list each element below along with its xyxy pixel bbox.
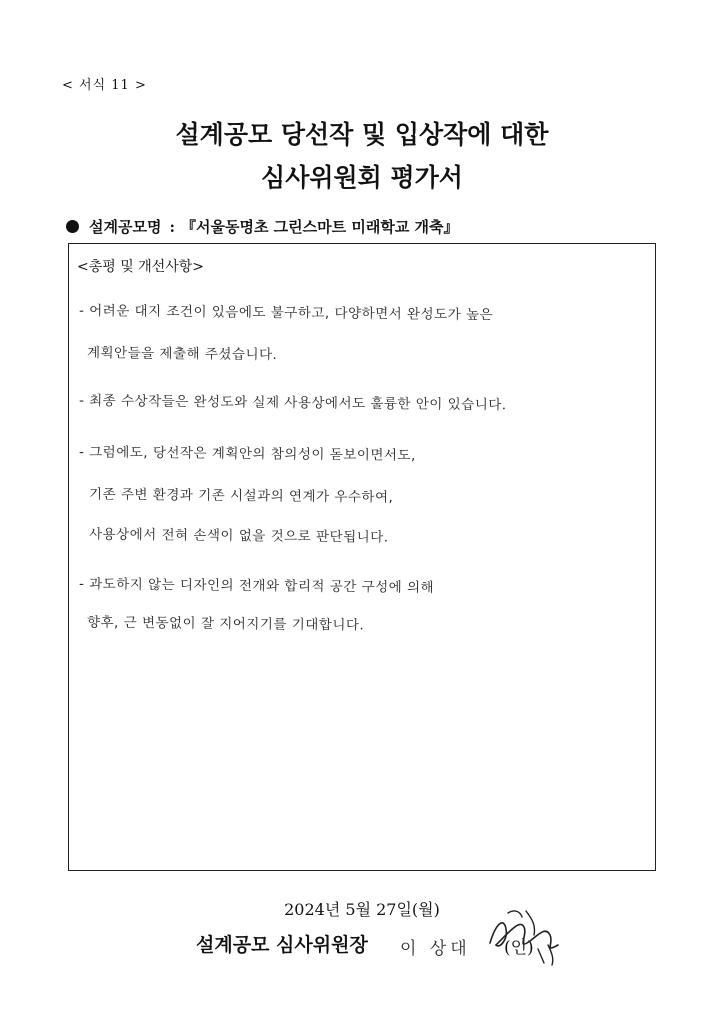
competition-separator: : (169, 217, 175, 236)
competition-name: 『서울동명초 그린스마트 미래학교 개축』 (181, 218, 459, 236)
document-title-line-1: 설계공모 당선작 및 입상작에 대한 (175, 120, 549, 149)
handwritten-line: 계획안들을 제출해 주셨습니다. (86, 345, 278, 363)
chair-title: 설계공모 심사위원장 (196, 934, 368, 956)
signer-name: 이 상대 (400, 939, 471, 959)
handwritten-signature-icon (470, 905, 570, 967)
seal-mark: (인) (504, 938, 534, 958)
competition-label: 설계공모명 (89, 218, 162, 236)
review-box (68, 243, 656, 871)
handwritten-line: 향후, 근 변동없이 잘 지어지기를 기대합니다. (86, 614, 365, 634)
handwritten-line: - 과도하지 않는 디자인의 전개와 합리적 공간 구성에 의해 (78, 576, 435, 596)
review-heading: <총평 및 개선사항> (77, 259, 205, 275)
handwritten-line: - 어려운 대지 조건이 있음에도 불구하고, 다양하면서 완성도가 높은 (78, 302, 494, 324)
handwritten-line: - 최종 수상작들은 완성도와 실제 사용상에서도 훌륭한 안이 있습니다. (78, 392, 507, 414)
form-number: < 서식 11 > (62, 78, 147, 93)
document-date: 2024년 5월 27일(월) (284, 900, 440, 919)
competition-name-row (66, 216, 459, 237)
bullet-icon (66, 220, 79, 233)
handwritten-line: 기존 주변 환경과 기존 시설과의 연계가 우수하여, (88, 486, 394, 506)
handwritten-line: - 그럼에도, 당선작은 계획안의 참의성이 돋보이면서도, (78, 444, 416, 464)
handwritten-line: 사용상에서 전혀 손색이 없을 것으로 판단됩니다. (88, 526, 389, 546)
document-title-line-2: 심사위원회 평가서 (261, 163, 463, 192)
